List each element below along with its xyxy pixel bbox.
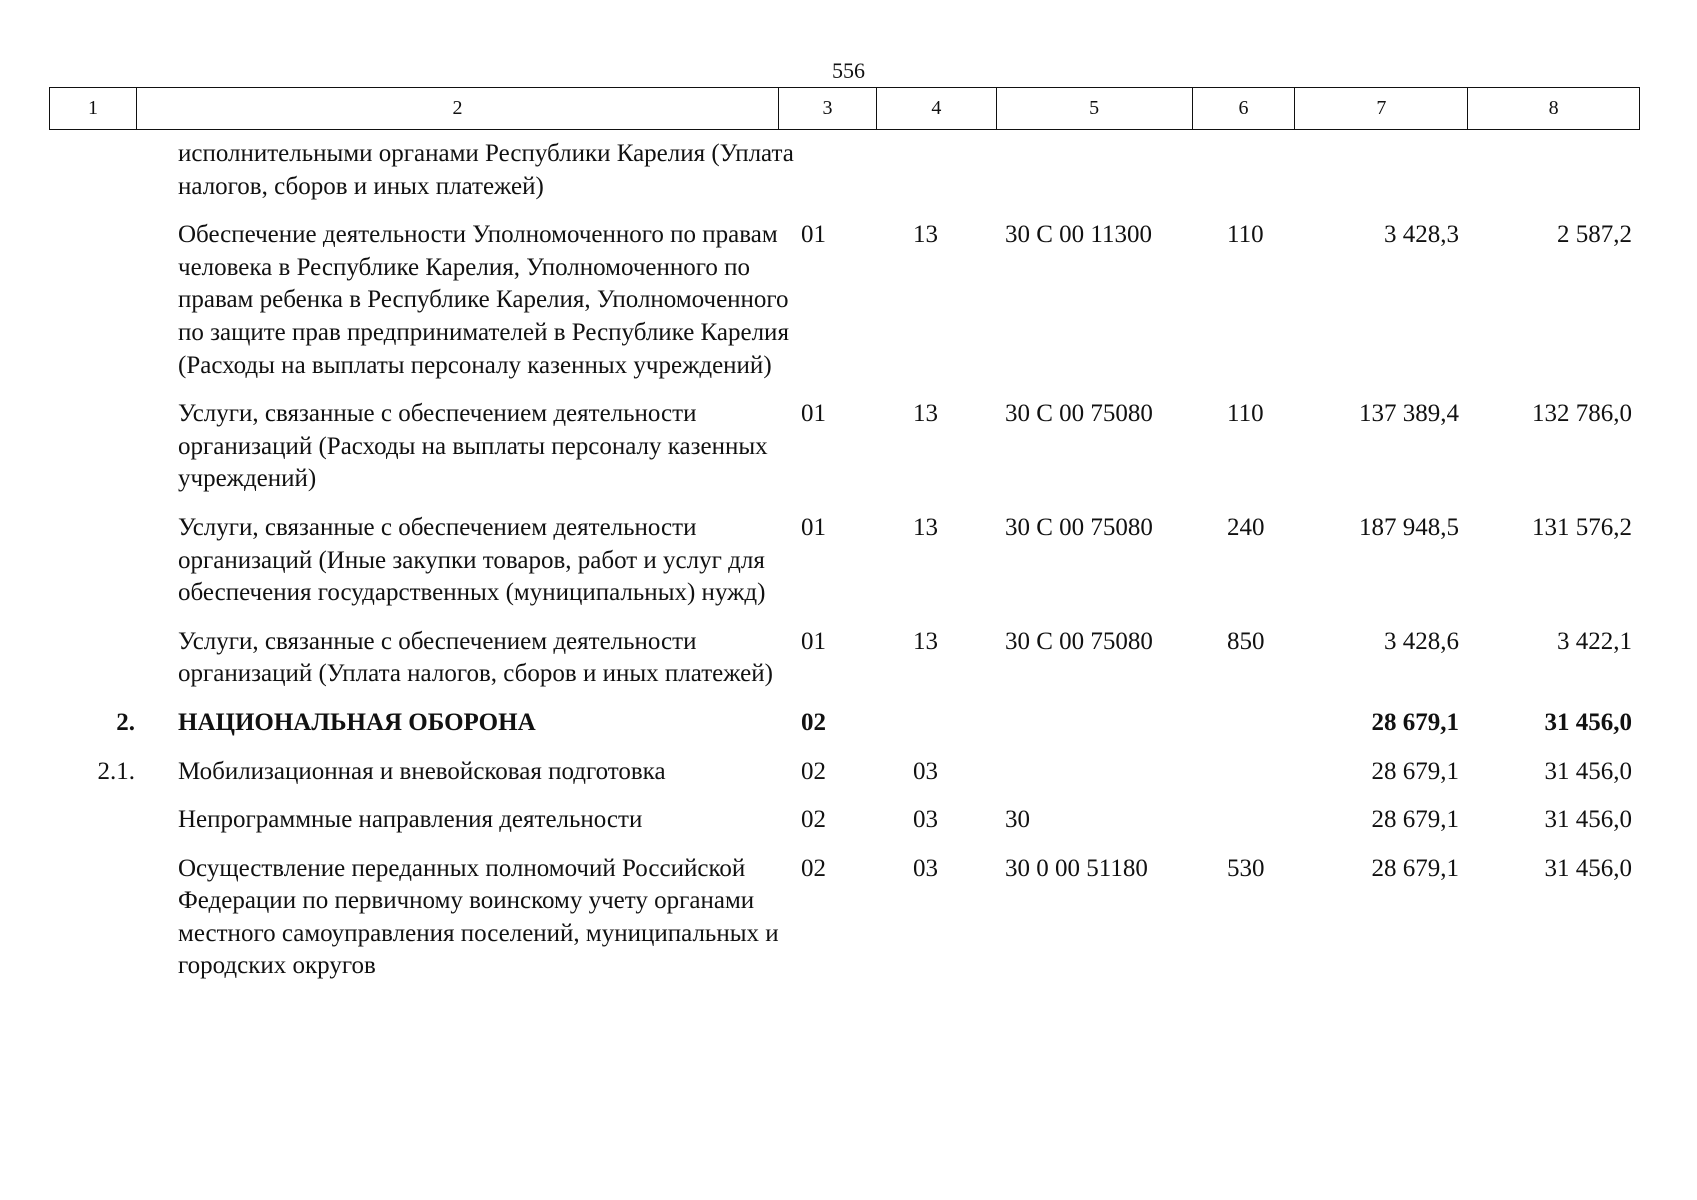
table-row — [49, 804, 1640, 837]
row-number: 2. — [116, 708, 135, 736]
table-row — [49, 626, 1640, 691]
row-subsection-code — [876, 707, 996, 740]
row-expense-type-code: 240 — [1227, 513, 1265, 541]
row-subsection-code — [876, 138, 996, 203]
row-section-code: 01 — [801, 221, 826, 249]
row-target-article-code: 30 С 00 75080 — [1005, 400, 1153, 428]
row-amount-col8: 131 576,2 — [1532, 513, 1632, 541]
row-amount-col8: 3 422,1 — [1557, 627, 1632, 655]
column-header-5: 5 — [996, 88, 1192, 129]
row-number — [49, 138, 135, 203]
row-subsection-code: 13 — [913, 513, 938, 541]
row-target-article-code: 30 С 00 75080 — [1005, 627, 1153, 655]
row-description — [135, 512, 778, 610]
column-header-row — [49, 87, 1640, 130]
row-amount-col8: 31 456,0 — [1544, 806, 1632, 834]
table-row — [49, 853, 1640, 983]
row-expense-type-code — [1192, 756, 1295, 789]
row-amount-col7: 3 428,6 — [1384, 627, 1459, 655]
row-number — [49, 219, 135, 382]
column-header-8: 8 — [1467, 88, 1639, 129]
row-amount-col8: 2 587,2 — [1557, 221, 1632, 249]
row-description — [135, 707, 778, 740]
row-section-code: 02 — [801, 806, 826, 834]
row-expense-type-code: 110 — [1227, 221, 1264, 249]
table-row — [49, 138, 1640, 203]
row-description — [135, 626, 778, 691]
row-amount-col8: 31 456,0 — [1544, 708, 1632, 736]
table-row — [49, 707, 1640, 740]
column-header-7: 7 — [1294, 88, 1467, 129]
row-target-article-code — [996, 138, 1192, 203]
row-amount-col7: 137 389,4 — [1359, 400, 1459, 428]
row-number — [49, 512, 135, 610]
row-amount-col8 — [1468, 138, 1640, 203]
row-amount-col7: 28 679,1 — [1371, 854, 1459, 882]
row-section-code: 02 — [801, 854, 826, 882]
row-number — [49, 804, 135, 837]
column-header-6: 6 — [1192, 88, 1295, 129]
row-amount-col7 — [1295, 138, 1468, 203]
column-header-1: 1 — [87, 97, 98, 119]
row-description — [135, 138, 794, 203]
row-subsection-code: 03 — [913, 806, 938, 834]
row-subsection-code: 03 — [913, 854, 938, 882]
table-row — [49, 219, 1640, 382]
row-target-article-code: 30 — [1005, 806, 1030, 834]
row-target-article-code — [996, 756, 1192, 789]
row-description — [135, 219, 789, 382]
row-subsection-code: 13 — [913, 221, 938, 249]
row-amount-col7: 28 679,1 — [1371, 757, 1459, 785]
row-expense-type-code — [1192, 707, 1295, 740]
row-description-text: Осуществление переданных полномочий Российской Федерации по первичному воинскому учету органами местного самоуправления поселений, муниципальных и городских округов — [178, 854, 779, 980]
table-row — [49, 512, 1640, 610]
row-number — [49, 853, 135, 983]
row-target-article-code: 30 С 00 11300 — [1005, 221, 1152, 249]
row-expense-type-code — [1192, 138, 1295, 203]
row-number — [49, 398, 135, 496]
row-amount-col8: 31 456,0 — [1544, 854, 1632, 882]
row-description — [135, 804, 778, 837]
row-amount-col7: 187 948,5 — [1359, 513, 1459, 541]
row-expense-type-code: 110 — [1227, 400, 1264, 428]
row-amount-col7: 28 679,1 — [1371, 806, 1459, 834]
row-description-text: Услуги, связанные с обеспечением деятельности организаций (Иные закупки товаров, работ и услуг для обеспечения государственных (муниципальных) нужд) — [178, 513, 766, 607]
row-amount-col7: 28 679,1 — [1371, 708, 1459, 736]
row-expense-type-code: 850 — [1227, 627, 1265, 655]
row-number: 2.1. — [97, 757, 135, 785]
row-description — [135, 853, 778, 983]
row-target-article-code: 30 С 00 75080 — [1005, 513, 1153, 541]
row-target-article-code — [996, 707, 1192, 740]
row-section-code: 02 — [801, 757, 826, 785]
row-subsection-code: 13 — [913, 627, 938, 655]
row-section-code: 01 — [801, 627, 826, 655]
row-amount-col8: 31 456,0 — [1544, 757, 1632, 785]
row-amount-col8: 132 786,0 — [1532, 400, 1632, 428]
row-description-text: исполнительными органами Республики Карелия (Уплата налогов, сборов и иных платежей) — [178, 140, 794, 200]
row-expense-type-code — [1192, 804, 1295, 837]
column-header-4: 4 — [876, 88, 996, 129]
row-number — [49, 626, 135, 691]
column-header-2: 2 — [136, 88, 778, 129]
row-section-code: 01 — [801, 400, 826, 428]
row-subsection-code: 13 — [913, 400, 938, 428]
row-description-text: Мобилизационная и вневойсковая подготовка — [178, 757, 666, 785]
column-header-3: 3 — [778, 88, 876, 129]
row-description-text: Услуги, связанные с обеспечением деятельности организаций (Уплата налогов, сборов и иных платежей) — [178, 627, 773, 688]
row-description-text: Услуги, связанные с обеспечением деятельности организаций (Расходы на выплаты персоналу казенных учреждений) — [178, 400, 768, 493]
row-description — [135, 756, 778, 789]
row-section-code: 02 — [801, 708, 826, 736]
table-row — [49, 756, 1640, 789]
row-description-text: Непрограммные направления деятельности — [178, 806, 643, 834]
row-description — [135, 398, 778, 496]
row-subsection-code: 03 — [913, 757, 938, 785]
page-number: 556 — [832, 58, 865, 83]
row-section-code: 01 — [801, 513, 826, 541]
row-amount-col7: 3 428,3 — [1384, 221, 1459, 249]
row-description-text: Обеспечение деятельности Уполномоченного по правам человека в Республике Карелия, Уполномоченного по правам ребенка в Республике Карелия, Уполномоченного по защите прав предпринимателей в Республике Карелия (Расходы на выплаты персоналу казенных учреждений) — [178, 221, 789, 379]
row-target-article-code: 30 0 00 51180 — [1005, 854, 1148, 882]
row-description-text: НАЦИОНАЛЬНАЯ ОБОРОНА — [178, 708, 536, 736]
budget-table-body — [49, 138, 1640, 999]
table-row — [49, 398, 1640, 496]
row-expense-type-code: 530 — [1227, 854, 1265, 882]
